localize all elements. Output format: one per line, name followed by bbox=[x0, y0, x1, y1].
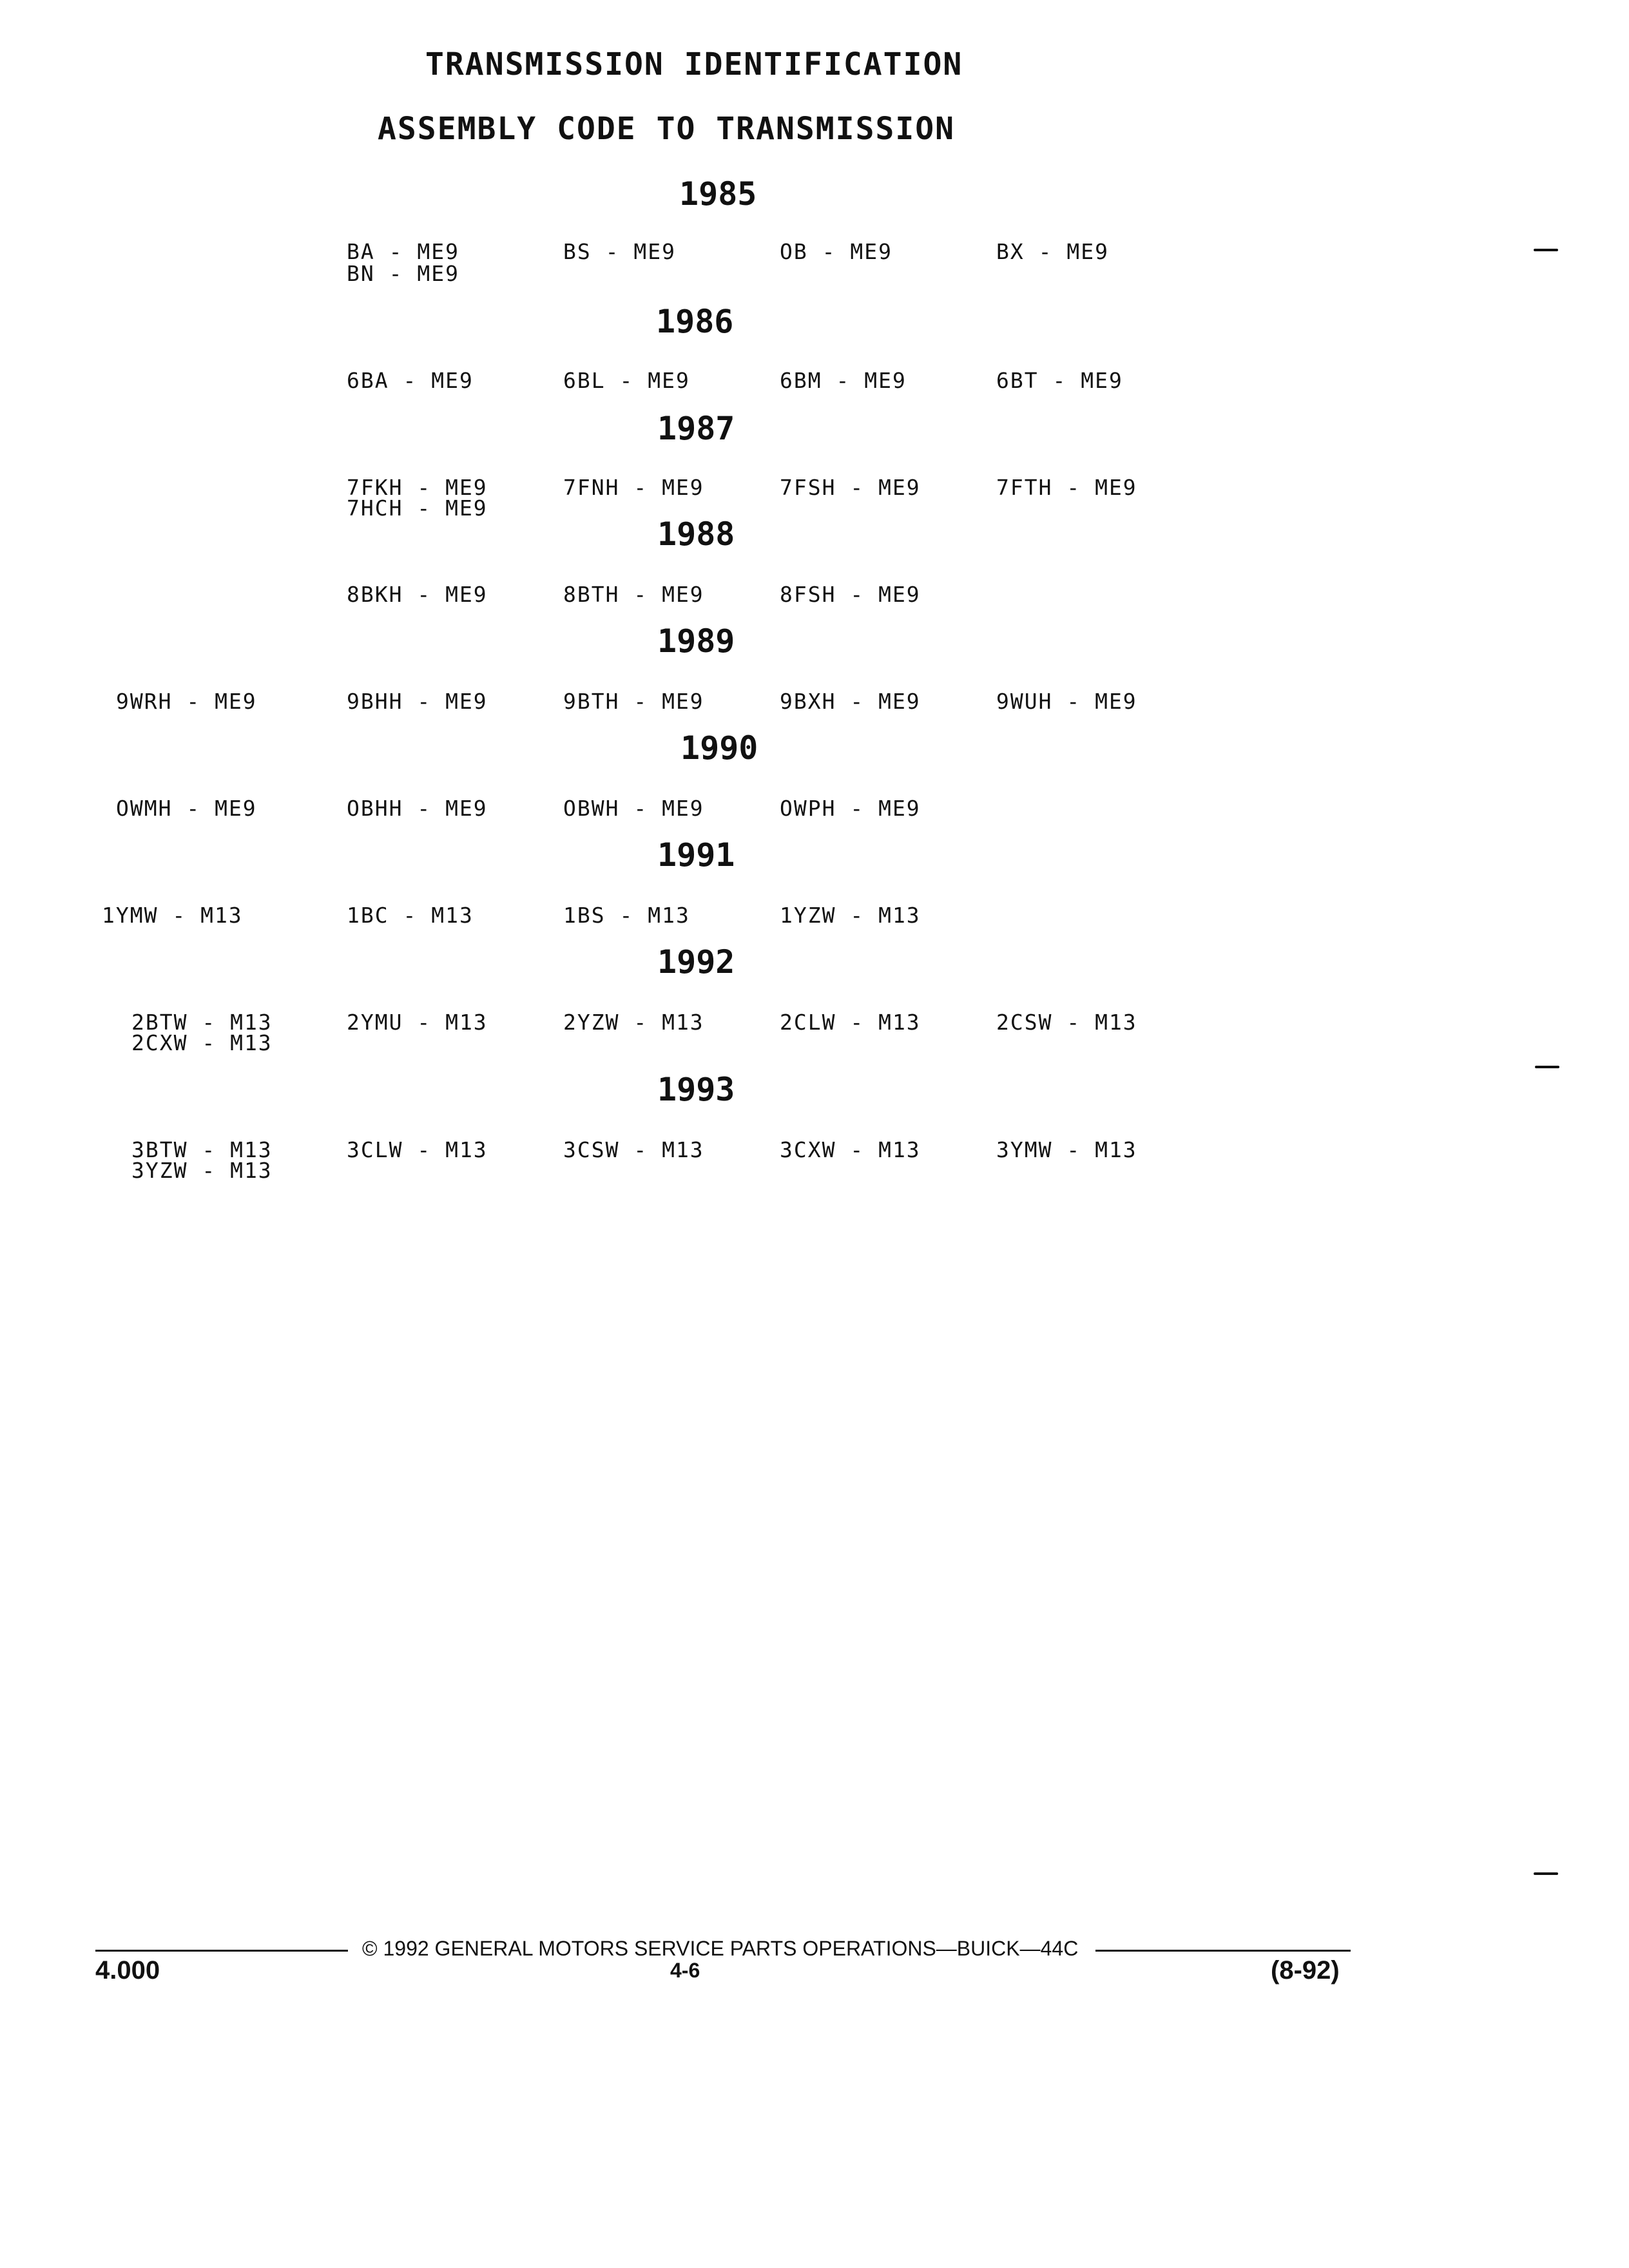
assembly-code: 2BTW - M13 bbox=[131, 1010, 273, 1035]
year-heading: 1989 bbox=[657, 622, 735, 660]
year-heading: 1986 bbox=[656, 303, 734, 340]
assembly-code: 6BL - ME9 bbox=[563, 368, 690, 393]
assembly-code: 2YMU - M13 bbox=[347, 1010, 488, 1035]
assembly-code: 9WUH - ME9 bbox=[996, 689, 1137, 714]
margin-mark bbox=[1534, 249, 1558, 251]
assembly-code: 7HCH - ME9 bbox=[347, 495, 488, 521]
year-heading: 1991 bbox=[657, 836, 735, 874]
margin-mark bbox=[1535, 1066, 1559, 1068]
assembly-code: BX - ME9 bbox=[996, 239, 1109, 264]
assembly-code: 7FTH - ME9 bbox=[996, 475, 1137, 500]
assembly-code: 8BKH - ME9 bbox=[347, 582, 488, 607]
assembly-code: OB - ME9 bbox=[780, 239, 892, 264]
assembly-code: BS - ME9 bbox=[563, 239, 676, 264]
assembly-code: 3CSW - M13 bbox=[563, 1137, 704, 1162]
margin-mark bbox=[1534, 1872, 1558, 1875]
year-heading: 1990 bbox=[680, 729, 758, 767]
assembly-code: 3YMW - M13 bbox=[996, 1137, 1137, 1162]
assembly-code: 6BA - ME9 bbox=[347, 368, 474, 393]
assembly-code: 3BTW - M13 bbox=[131, 1137, 273, 1162]
assembly-code: 9BXH - ME9 bbox=[780, 689, 921, 714]
assembly-code: OWMH - ME9 bbox=[116, 796, 257, 821]
footer-rule-right bbox=[1095, 1950, 1351, 1952]
assembly-code: 2CLW - M13 bbox=[780, 1010, 921, 1035]
year-heading: 1985 bbox=[679, 175, 757, 213]
assembly-code: 6BT - ME9 bbox=[996, 368, 1123, 393]
year-heading: 1993 bbox=[657, 1071, 735, 1108]
assembly-code: 9BTH - ME9 bbox=[563, 689, 704, 714]
footer-revision-date: (8-92) bbox=[1271, 1956, 1340, 1984]
assembly-code: 3CLW - M13 bbox=[347, 1137, 488, 1162]
assembly-code: 1YZW - M13 bbox=[780, 903, 921, 928]
assembly-code: BA - ME9 bbox=[347, 239, 459, 264]
assembly-code: OBWH - ME9 bbox=[563, 796, 704, 821]
assembly-code: 6BM - ME9 bbox=[780, 368, 907, 393]
footer-rule-left bbox=[95, 1950, 348, 1952]
assembly-code: 2CXW - M13 bbox=[131, 1030, 273, 1055]
assembly-code: 2YZW - M13 bbox=[563, 1010, 704, 1035]
assembly-code: OBHH - ME9 bbox=[347, 796, 488, 821]
assembly-code: 7FSH - ME9 bbox=[780, 475, 921, 500]
assembly-code: 1BC - M13 bbox=[347, 903, 474, 928]
assembly-code: 1YMW - M13 bbox=[102, 903, 243, 928]
assembly-code: 2CSW - M13 bbox=[996, 1010, 1137, 1035]
assembly-code: 9BHH - ME9 bbox=[347, 689, 488, 714]
assembly-code: 8FSH - ME9 bbox=[780, 582, 921, 607]
footer-page-number: 4-6 bbox=[670, 1959, 700, 1982]
assembly-code: 9WRH - ME9 bbox=[116, 689, 257, 714]
page-title: TRANSMISSION IDENTIFICATION bbox=[425, 46, 963, 82]
assembly-code: 7FNH - ME9 bbox=[563, 475, 704, 500]
assembly-code: 1BS - M13 bbox=[563, 903, 690, 928]
assembly-code: 7FKH - ME9 bbox=[347, 475, 488, 500]
footer-section-number: 4.000 bbox=[95, 1956, 160, 1984]
year-heading: 1988 bbox=[657, 515, 735, 553]
year-heading: 1992 bbox=[657, 943, 735, 981]
assembly-code: 3YZW - M13 bbox=[131, 1158, 273, 1183]
year-heading: 1987 bbox=[657, 410, 735, 447]
assembly-code: 3CXW - M13 bbox=[780, 1137, 921, 1162]
page-subtitle: ASSEMBLY CODE TO TRANSMISSION bbox=[378, 111, 956, 147]
assembly-code: BN - ME9 bbox=[347, 261, 459, 286]
assembly-code: OWPH - ME9 bbox=[780, 796, 921, 821]
footer-copyright: © 1992 GENERAL MOTORS SERVICE PARTS OPERATIONS—BUICK—44C bbox=[362, 1937, 1079, 1960]
assembly-code: 8BTH - ME9 bbox=[563, 582, 704, 607]
